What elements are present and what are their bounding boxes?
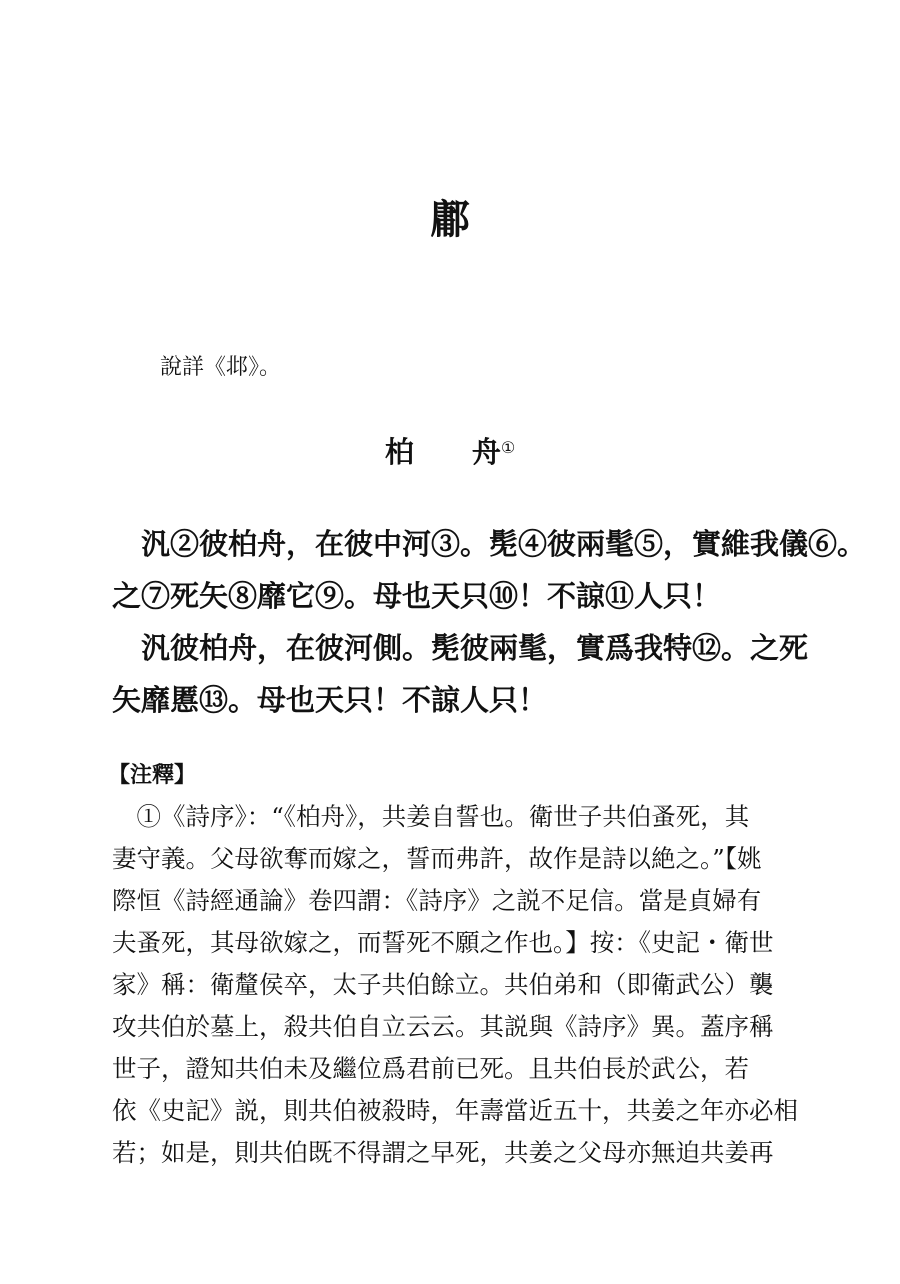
poem-line: 之⑦死矢⑧靡它⑨。母也天只⑩！不諒⑪人只！ (112, 579, 722, 613)
note-line: 家》稱：衛釐侯卒，太子共伯餘立。共伯弟和（即衛武公）襲 (112, 970, 774, 999)
poem-line: 矢靡慝⑬。母也天只！不諒人只！ (112, 683, 548, 717)
poem-line: 汎②彼柏舟，在彼中河③。髧④彼兩髦⑤，實維我儀⑥。 (112, 527, 867, 561)
note-line: 世子，證知共伯未及繼位爲君前已死。且共伯長於武公，若 (112, 1054, 749, 1083)
note-line: 攻共伯於墓上，殺共伯自立云云。其説與《詩序》異。蓋序稱 (112, 1012, 774, 1041)
note-line: 際恒《詩經通論》卷四謂：《詩序》之説不足信。當是貞婦有 (112, 886, 762, 915)
notes-heading: 【注釋】 (108, 763, 197, 788)
note-line: ①《詩序》：“《柏舟》，共姜自誓也。衛世子共伯蚤死，其 (112, 802, 750, 831)
poem-title (0, 430, 900, 474)
poem-title-note-marker: ① (500, 438, 516, 457)
poem-title-text: 柏 舟 (384, 435, 501, 469)
note-line: 依《史記》説，則共伯被殺時，年壽當近五十，共姜之年亦必相 (112, 1096, 798, 1125)
note-line: 夫蚤死，其母欲嫁之，而誓死不願之作也。】按：《史記・衛世 (112, 928, 774, 957)
poem-body (112, 518, 867, 726)
note-line: 若；如是，則共伯既不得謂之早死，共姜之父母亦無迫共姜再 (112, 1138, 774, 1167)
poem-line: 汎彼柏舟，在彼河側。髧彼兩髦，實爲我特⑫。之死 (112, 631, 809, 665)
intro-text: 說詳《邶》。 (160, 355, 282, 380)
notes-body (112, 796, 812, 1174)
note-line: 妻守義。父母欲奪而嫁之，誓而弗許，故作是詩以絶之。”【姚 (112, 844, 762, 873)
section-title: 鄘 (430, 197, 470, 243)
